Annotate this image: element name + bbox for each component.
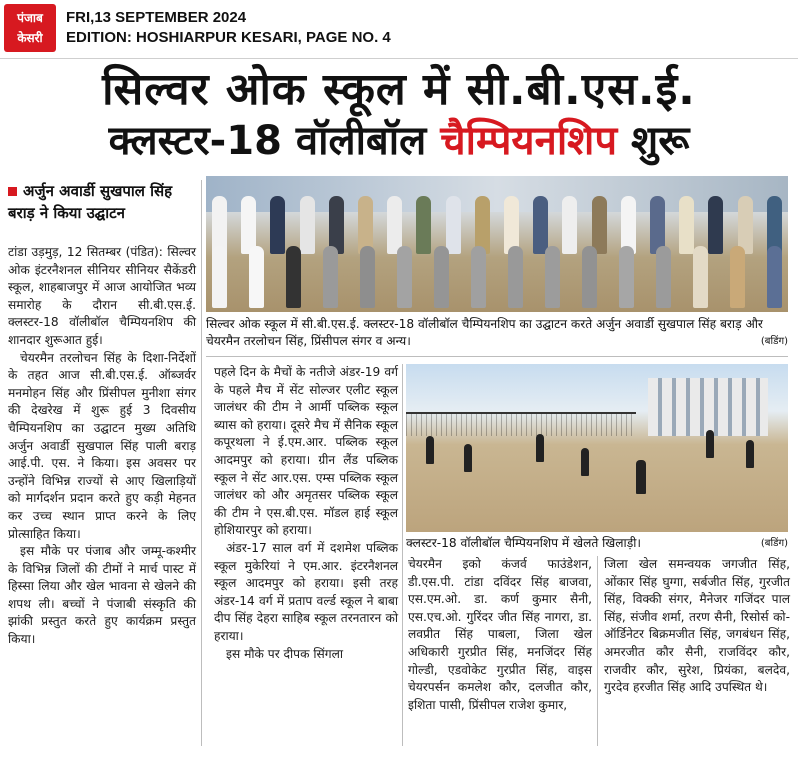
photo-2-caption-text: क्लस्टर-18 वॉलीबॉल चैम्पियनशिप में खेलते खिलाड़ी।	[406, 536, 641, 550]
headline-line-2-red: चैम्पियनशिप	[440, 118, 618, 164]
player-figure	[536, 434, 544, 462]
person-figure	[545, 246, 560, 308]
player-figure	[464, 444, 472, 472]
col1-paragraph-1: टांडा उड़मुड़, 12 सितम्बर (पंडित): सिल्वर ओक इंटरनैशनल सीनियर सीनियर सैकेंडरी स्कूल, शाहबाजपुर में आज आयोजित भव्य समारोह के दौरान सी.बी.एस.ई. क्लस्टर-18 वॉलीबॉल चैम्पियनशिप की शानदार शुरूआत हुई।	[8, 245, 196, 347]
edition-info	[66, 8, 391, 48]
col1-paragraph-3: इस मौके पर पंजाब और जम्मू-कश्मीर के विभिन्न जिलों की टीमों ने मार्च पास्ट में हिस्सा लिया और खेल भावना से खेलने की शपथ ली। बच्चों ने पंजाबी संस्कृति की झांकी प्रस्तुत करते हुए कार्यक्रम प्रस्तुत किया।	[8, 544, 196, 647]
match-photo	[406, 364, 788, 532]
edition-label: EDITION: HOSHIARPUR KESARI, PAGE NO. 4	[66, 29, 391, 46]
punjab-kesari-logo	[4, 4, 56, 52]
publication-date: FRI,13 SEPTEMBER 2024	[66, 9, 247, 26]
person-figure	[582, 246, 597, 308]
col3-paragraph-1: चेयरमैन इको कंजर्व फाउंडेशन, डी.एस.पी. टांडा दविंदर सिंह बाजवा, एस.एम.ओ. डा. कर्ण कुमार सैनी, एस.एच.ओ. गुरिंदर जीत सिंह नागरा, डा. लवप्रीत सिंह पाबला, जिला खेल अधिकारी गुरप्रीत सिंह, मनजिंदर सिंह गोल्डी, एडवोकेट गुरप्रीत सिंह, वाइस चेयरपर्सन कमलेश कौर, दलजीत कौर, इशिता पासी, प्रिंसीपल राजेश कुमार,	[408, 557, 592, 712]
section-divider	[206, 356, 788, 357]
article-column-4	[604, 556, 790, 697]
person-figure	[397, 246, 412, 308]
headline-line-2	[0, 116, 798, 166]
col4-paragraph-1: जिला खेल समन्वयक जगजीत सिंह, ओंकार सिंह घुग्गा, सर्बजीत सिंह, गुरजीत सिंह, विक्की संगर, मैनेजर गजिंदर पाल सिंह, संजीव शर्मा, तरण सैनी, रिसोर्स को-ऑर्डिनेटर बिक्रमजीत सिंह, जगबंधन सिंह, अमरजीत कौर सैनी, राजविंदर कौर, राजवीर कौर, सुरेश, प्रियंका, बलदेव, गुरदेव हरजीत सिंह आदि उपस्थित थे।	[604, 557, 790, 695]
player-figure	[581, 448, 589, 476]
col2-paragraph-1: पहले दिन के मैचों के नतीजे अंडर-19 वर्ग के पहले मैच में सेंट सोल्जर एलीट स्कूल जालंधर की टीम ने आर्मी पब्लिक स्कूल ब्यास को हराया। दूसरे मैच में सैनिक स्कूल कपूरथला ने ई.एम.आर. पब्लिक स्कूल आदमपुर को हराया। ग्रीन लैंड पब्लिक स्कूल ने सेंट आर.एस. एम्स पब्लिक स्कूल जालंधर को और अमृतसर पब्लिक स्कूल की टीम ने एस.बी.एस. मॉडल हाई स्कूल होशियारपुर को हराया।	[214, 365, 398, 538]
bullet-square-icon	[8, 187, 17, 196]
player-figure	[636, 460, 646, 494]
headline	[0, 64, 798, 166]
logo-line-2: केसरी	[17, 31, 43, 45]
photo-front-row	[212, 246, 782, 308]
logo-line-1: पंजाब	[17, 11, 43, 25]
player-figure	[706, 430, 714, 458]
person-figure	[471, 246, 486, 308]
person-figure	[730, 246, 745, 308]
subheadline-text: अर्जुन अवार्डी सुखपाल सिंह बराड़ ने किया उद्घाटन	[8, 182, 173, 222]
person-figure	[249, 246, 264, 308]
subheadline	[8, 180, 198, 224]
masthead	[0, 0, 798, 59]
column-divider	[201, 180, 202, 746]
person-figure	[360, 246, 375, 308]
player-figure	[426, 436, 434, 464]
column-divider-2	[402, 364, 403, 746]
article-column-2	[214, 364, 398, 663]
headline-line-2-end: शुरू	[631, 118, 690, 164]
headline-line-1: सिल्वर ओक स्कूल में सी.बी.एस.ई.	[102, 64, 696, 115]
headline-line-2-black: क्लस्टर-18 वॉलीबॉल	[108, 118, 427, 164]
photo-1-credit: (बडिंग)	[760, 336, 788, 347]
person-figure	[693, 246, 708, 308]
col1-paragraph-2: चेयरमैन तरलोचन सिंह के दिशा-निर्देशों के तहत आज सी.बी.एस.ई. ऑब्जर्वर मनमोहन सिंह और प्रिंसीपल मुनीशा संगर की देखरेख में शुरू हुई 3 दिवसीय चैम्पियनशिप का उद्घाटन मुख्य अतिथि अर्जुन अवार्डी सुखपाल सिंह पाली बराड़ आई.पी. एस. ने किया। इस अवसर पर उन्होंने विभिन्न राज्यों से आए खिलाड़ियों को मार्गदर्शन प्रदान करते हुए कड़ी मेहनत कर उच्च स्थान प्राप्त करने के लिए प्रोत्साहित किया।	[8, 350, 196, 541]
photo-2-caption	[406, 535, 788, 552]
person-figure	[212, 246, 227, 308]
photo-2-credit: (बडिंग)	[760, 538, 788, 549]
person-figure	[434, 246, 449, 308]
article-column-3	[408, 556, 592, 714]
photo-1-caption	[206, 316, 788, 350]
person-figure	[286, 246, 301, 308]
col2-paragraph-3: इस मौके पर दीपक सिंगला	[226, 646, 344, 661]
article-column-1	[8, 244, 196, 649]
person-figure	[323, 246, 338, 308]
person-figure	[656, 246, 671, 308]
col2-paragraph-2: अंडर-17 साल वर्ग में दशमेश पब्लिक स्कूल मुकेरियां ने एम.आर. इंटरनैशनल स्कूल आदमपुर को हराया। इसी तरह अंडर-14 वर्ग में प्रताप वर्ल्ड स्कूल ने बाबा दीप सिंह देहरा साहिब स्कूल तरनतारन को हराया।	[214, 540, 398, 643]
person-figure	[767, 246, 782, 308]
player-figure	[746, 440, 754, 468]
photo-1-caption-text: सिल्वर ओक स्कूल में सी.बी.एस.ई. क्लस्टर-18 वॉलीबॉल चैम्पियनशिप का उद्घाटन करते अर्जुन अवार्डी सुखपाल सिंह बराड़ और चेयरमैन तरलोचन सिंह, प्रिंसीपल संगर व अन्य।	[206, 317, 763, 348]
column-divider-3	[597, 556, 598, 746]
person-figure	[619, 246, 634, 308]
school-building	[648, 378, 768, 436]
person-figure	[508, 246, 523, 308]
group-photo	[206, 176, 788, 312]
volleyball-net	[406, 412, 636, 436]
